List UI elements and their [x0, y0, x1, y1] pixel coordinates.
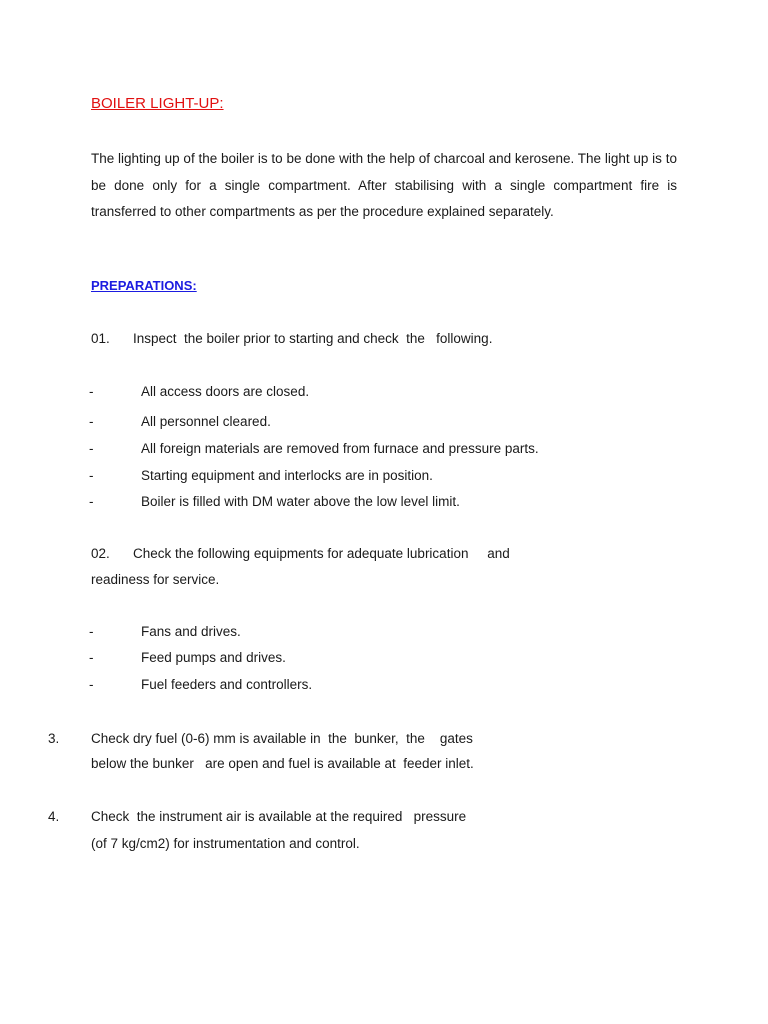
list-item: Starting equipment and interlocks are in position. — [141, 468, 433, 483]
intro-paragraph: The lighting up of the boiler is to be done with the help of charcoal and kerosene. The light up is to be done only for a single compartment. After stabilising with a single compartment fire is transferred to other compartments as per the procedure explained separately. — [91, 151, 677, 219]
bullet-dash: - — [89, 677, 94, 692]
list-item: All foreign materials are removed from furnace and pressure parts. — [141, 441, 539, 456]
bullet-dash: - — [89, 650, 94, 665]
step-1-number: 01. — [91, 331, 110, 346]
section-heading-preparations: PREPARATIONS: — [91, 278, 197, 293]
list-item: All access doors are closed. — [141, 384, 310, 399]
list-item: Fans and drives. — [141, 624, 241, 639]
step-1-text: Inspect the boiler prior to starting and check the following. — [133, 331, 493, 346]
list-item: Feed pumps and drives. — [141, 650, 286, 665]
list-item: Fuel feeders and controllers. — [141, 677, 313, 692]
step-2-number: 02. — [91, 546, 110, 561]
list-item: Boiler is filled with DM water above the low level limit. — [141, 494, 460, 509]
bullet-dash: - — [89, 494, 94, 509]
step-2-text-line1: Check the following equipments for adequate lubrication and — [133, 546, 510, 561]
step-3-text-line2: below the bunker are open and fuel is available at feeder inlet. — [91, 756, 474, 771]
page-title: BOILER LIGHT-UP: — [91, 95, 224, 112]
bullet-dash: - — [89, 384, 94, 399]
step-2-text-line2: readiness for service. — [91, 572, 220, 587]
bullet-dash: - — [89, 441, 94, 456]
step-3-text-line1: Check dry fuel (0-6) mm is available in the bunker, the gates — [91, 731, 473, 746]
bullet-dash: - — [89, 414, 94, 429]
step-4-number: 4. — [48, 809, 60, 824]
step-4-text-line2: (of 7 kg/cm2) for instrumentation and control. — [91, 836, 360, 851]
step-3-number: 3. — [48, 731, 60, 746]
bullet-dash: - — [89, 468, 94, 483]
bullet-dash: - — [89, 624, 94, 639]
list-item: All personnel cleared. — [141, 414, 271, 429]
step-4-text-line1: Check the instrument air is available at the required pressure — [91, 809, 467, 824]
